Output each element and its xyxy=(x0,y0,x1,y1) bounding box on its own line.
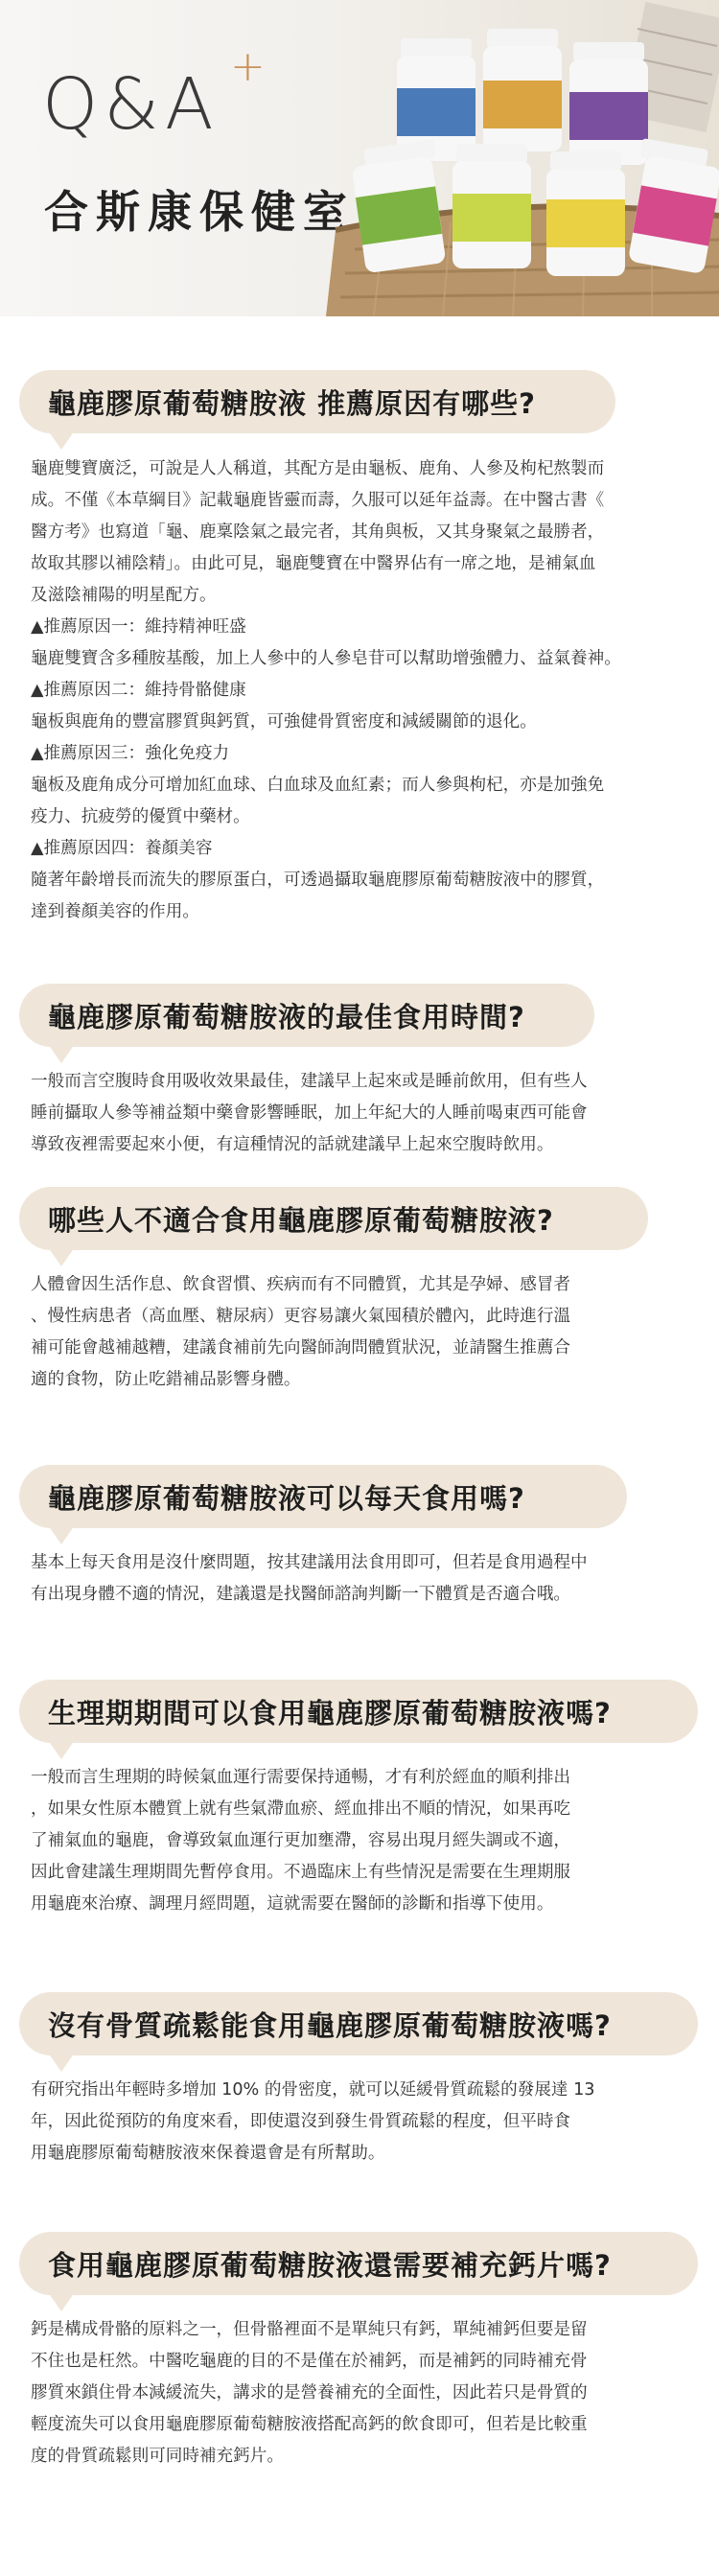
qa-item xyxy=(0,1152,719,1430)
hero-subtitle: 合斯康保健室 xyxy=(44,186,355,238)
answer-text: 龜鹿雙寶廣泛，可說是人人稱道，其配方是由龜板、鹿角、人參及枸杞熬製而 成。不僅《本草綱目》記載龜鹿皆靈而壽，久服可以延年益壽。在中醫古書《 醫方考》也寫道「龜、鹿稟陰氣之最完者，其角與板，又其身聚氣之最勝者， 故取其膠以補陰精」。由此可見，龜鹿雙寶在中醫界佔有一席之地，是補氣血 及滋陰補陽的明星配方。 ▲推薦原因一：維持精神旺盛 龜鹿雙寶含多種胺基酸，加上人參中的人參皂苷可以幫助增強體力、益氣養神。 ▲推薦原因二：維持骨骼健康 龜板與鹿角的豐富膠質與鈣質，可強健骨質密度和減緩關節的退化。 ▲推薦原因三：強化免疫力 龜板及鹿角成分可增加紅血球、白血球及血紅素；而人參與枸杞，亦是加強免 疫力、抗疲勞的優質中藥材。 ▲推薦原因四：養顏美容 隨著年齡增長而流失的膠原蛋白，可透過攝取龜鹿膠原葡萄糖胺液中的膠質， 達到養顏美容的作用。 xyxy=(31,459,621,921)
question-text: 龜鹿膠原葡萄糖胺液可以每天食用嗎? xyxy=(48,1481,525,1515)
hero-plus-mark: + xyxy=(230,42,266,91)
question-bubble xyxy=(19,1465,627,1528)
bubble-tail xyxy=(48,1044,75,1063)
question-bubble xyxy=(19,2232,698,2295)
answer-text: 一般而言生理期的時候氣血運行需要保持通暢，才有利於經血的順利排出 ，如果女性原本體質上就有些氣滯血瘀、經血排出不順的情況，如果再吃 了補氣血的龜鹿，會導致氣血運行更加壅滯，容易出現月經失調或不適， 因此會建議生理期間先暫停食用。不過臨床上有些情況是需要在生理期服 用龜鹿來治療、調理月經問題，這就需要在醫師的診斷和指導下使用。 xyxy=(31,1768,571,1914)
question-text: 生理期期間可以食用龜鹿膠原葡萄糖胺液嗎? xyxy=(48,1696,612,1729)
bubble-tail xyxy=(48,2053,75,2072)
answer-text: 鈣是構成骨骼的原料之一，但骨骼裡面不是單純只有鈣，單純補鈣但要是留 不住也是枉然。中醫吃龜鹿的目的不是僅在於補鈣，而是補鈣的同時補充骨 膠質來鎖住骨本減緩流失，講求的是營養補充的全面性，因此若只是骨質的 輕度流失可以食用龜鹿膠原葡萄糖胺液搭配高鈣的飲食即可，但若是比較重 度的骨質疏鬆則可同時補充鈣片。 xyxy=(31,2320,588,2466)
qa-item xyxy=(0,316,719,945)
product-basket-photo xyxy=(316,0,719,316)
bubble-tail xyxy=(48,1525,75,1544)
question-bubble xyxy=(19,1992,698,2055)
answer-text: 有研究指出年輕時多增加 10% 的骨密度，就可以延緩骨質疏鬆的發展達 13 年，因此從預防的角度來看，即使還沒到發生骨質疏鬆的程度，但平時食 用龜鹿膠原葡萄糖胺液來保養還會是有所幫助。 xyxy=(31,2080,595,2163)
qa-item xyxy=(0,1958,719,2197)
qa-item xyxy=(0,945,719,1152)
question-bubble xyxy=(19,370,615,433)
hero-banner xyxy=(0,0,719,316)
answer-text: 一般而言空腹時食用吸收效果最佳，建議早上起來或是睡前飲用，但有些人 睡前攝取人參等補益類中藥會影響睡眠，加上年紀大的人睡前喝東西可能會 導致夜裡需要起來小便，有這種情況的話就建議早上起來空腹時飲用。 xyxy=(31,1072,588,1154)
bubble-tail xyxy=(48,1740,75,1759)
question-bubble xyxy=(19,1187,648,1250)
bubble-tail xyxy=(48,1247,75,1266)
bubble-tail xyxy=(48,430,75,450)
question-text: 沒有骨質疏鬆能食用龜鹿膠原葡萄糖胺液嗎? xyxy=(48,2008,612,2042)
question-text: 龜鹿膠原葡萄糖胺液的最佳食用時間? xyxy=(48,1000,525,1033)
question-text: 食用龜鹿膠原葡萄糖胺液還需要補充鈣片嗎? xyxy=(48,2248,612,2282)
qa-item xyxy=(0,1430,719,1645)
question-bubble xyxy=(19,984,594,1047)
answer-text: 人體會因生活作息、飲食習慣、疾病而有不同體質，尤其是孕婦、感冒者 、慢性病患者（高血壓、糖尿病）更容易讓火氣囤積於體內，此時進行溫 補可能會越補越糟，建議食補前先向醫師詢問體質狀況，並請醫生推薦合 適的食物，防止吃錯補品影響身體。 xyxy=(31,1275,571,1389)
qa-item xyxy=(0,2197,719,2576)
bubble-tail xyxy=(48,2292,75,2311)
question-text: 哪些人不適合食用龜鹿膠原葡萄糖胺液? xyxy=(48,1203,554,1237)
qa-item xyxy=(0,1645,719,1958)
question-text: 龜鹿膠原葡萄糖胺液 推薦原因有哪些? xyxy=(48,386,536,420)
answer-text: 基本上每天食用是沒什麼問題，按其建議用法食用即可，但若是食用過程中 有出現身體不適的情況，建議還是找醫師諮詢判斷一下體質是否適合哦。 xyxy=(31,1553,588,1604)
hero-title: Q&A xyxy=(42,63,220,146)
question-bubble xyxy=(19,1680,698,1743)
